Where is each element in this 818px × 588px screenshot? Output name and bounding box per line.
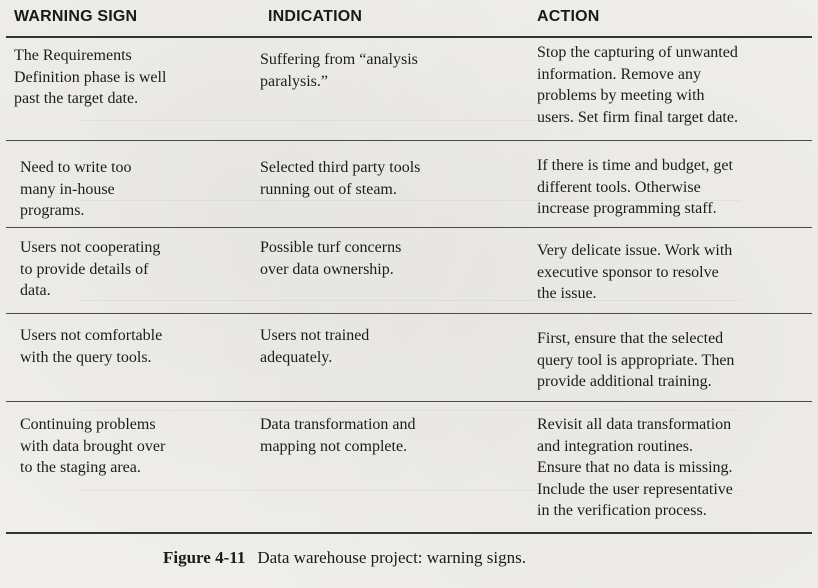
row-2-action: If there is time and budget, get different tools. Otherwise increase programming staff. (537, 157, 733, 217)
row-3-warning: Users not cooperating to provide details of data. (20, 239, 161, 299)
row-2-indication: Selected third party tools running out of steam. (260, 159, 421, 198)
row-5-warning: Continuing problems with data brought over to the staging area. (20, 416, 166, 476)
figure-caption-text: Data warehouse project: warning signs. (257, 548, 526, 567)
row-1-warning: The Requirements Definition phase is well past the target date. (14, 47, 167, 107)
row-divider (6, 313, 812, 314)
row-4-action: First, ensure that the selected query tool is appropriate. Then provide additional training. (537, 330, 735, 390)
header-indication: INDICATION (268, 8, 363, 25)
row-5-action: Revisit all data transformation and integration routines. Ensure that no data is missing. Include the user representative in the verification process. (537, 416, 733, 519)
row-3-indication: Possible turf concerns over data ownership. (260, 239, 402, 278)
row-4-indication: Users not trained adequately. (260, 327, 370, 366)
row-divider (6, 140, 812, 141)
row-1-indication: Suffering from “analysis paralysis.” (260, 51, 418, 90)
header-action: ACTION (537, 8, 600, 25)
figure-caption (163, 548, 526, 568)
row-5-indication: Data transformation and mapping not complete. (260, 416, 416, 455)
row-4-warning: Users not comfortable with the query tools. (20, 327, 163, 366)
row-3-action: Very delicate issue. Work with executive sponsor to resolve the issue. (537, 242, 733, 302)
row-2-warning: Need to write too many in-house programs. (20, 159, 132, 219)
table-top-rule (6, 36, 812, 38)
row-1-action: Stop the capturing of unwanted information. Remove any problems by meeting with users. Set firm final target date. (537, 44, 738, 126)
figure-number: Figure 4-11 (163, 548, 246, 567)
header-warning-sign: WARNING SIGN (14, 8, 138, 25)
row-divider (6, 401, 812, 402)
table-bottom-rule (6, 532, 812, 534)
row-divider (6, 227, 812, 228)
